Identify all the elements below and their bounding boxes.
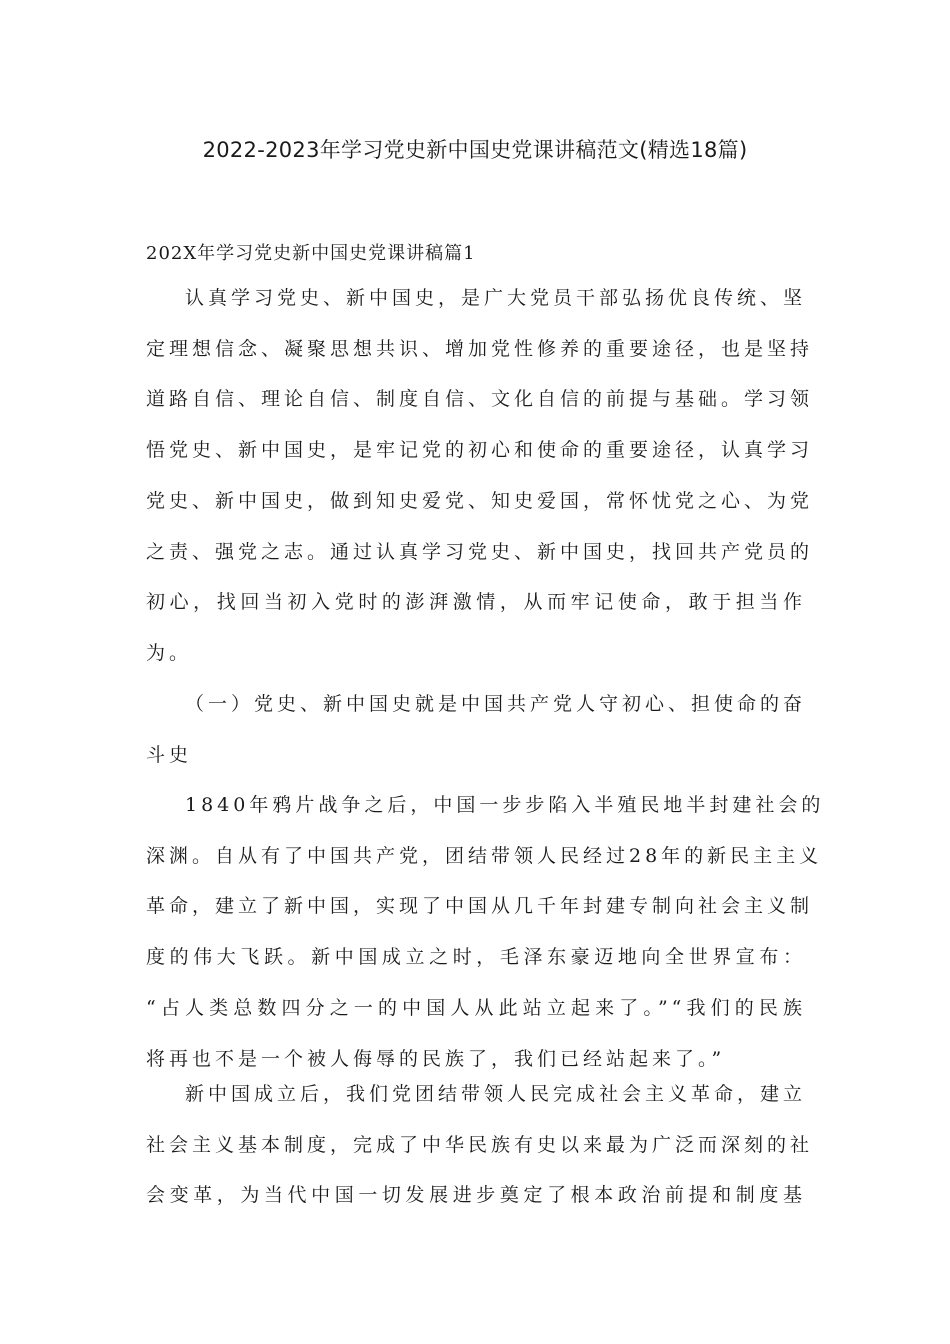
paragraph-line: 度的伟大飞跃。新中国成立之时，毛泽东豪迈地向全世界宣布： (146, 946, 806, 969)
paragraph-line: 革命，建立了新中国，实现了中国从几千年封建专制向社会主义制 (146, 895, 814, 918)
paragraph-new-china (146, 1069, 814, 1221)
paragraph-line: 定理想信念、凝聚思想共识、增加党性修养的重要途径，也是坚持 (146, 337, 814, 360)
paragraph-line: 新中国成立后，我们党团结带领人民完成社会主义革命，建立 (185, 1083, 807, 1105)
paragraph-line: 之责、强党之志。通过认真学习党史、新中国史，找回共产党员的 (146, 540, 814, 563)
paragraph-line: 道路自信、理论自信、制度自信、文化自信的前提与基础。学习领 (146, 388, 814, 411)
paragraph-line: 会变革，为当代中国一切发展进步奠定了根本政治前提和制度基 (146, 1184, 806, 1207)
paragraph-line: （一）党史、新中国史就是中国共产党人守初心、担使命的奋 (185, 693, 807, 715)
paragraph-intro (146, 273, 814, 679)
paragraph-line: 1840年鸦片战争之后，中国一步步陷入半殖民地半封建社会的 (185, 794, 825, 816)
paragraph-line: 为。 (146, 641, 193, 664)
paragraph-line: 初心，找回当初入党时的澎湃激情，从而牢记使命，敢于担当作 (146, 591, 806, 614)
paragraph-history (146, 780, 825, 1084)
paragraph-line: 斗史 (146, 743, 193, 766)
paragraph-line: 社会主义基本制度，完成了中华民族有史以来最为广泛而深刻的社 (146, 1133, 814, 1156)
section-heading: 202X年学习党史新中国史党课讲稿篇1 (146, 243, 476, 264)
paragraph-line: “占人类总数四分之一的中国人从此站立起来了。”“我们的民族 (146, 996, 806, 1019)
document-title: 2022-2023年学习党史新中国史党课讲稿范文(精选18篇) (202, 138, 748, 162)
paragraph-line: 深渊。自从有了中国共产党，团结带领人民经过28年的新民主主义 (146, 844, 823, 867)
paragraph-line: 悟党史、新中国史，是牢记党的初心和使命的重要途径，认真学习 (146, 439, 814, 462)
paragraph-line: 党史、新中国史，做到知史爱党、知史爱国，常怀忧党之心、为党 (146, 489, 814, 512)
paragraph-line: 认真学习党史、新中国史，是广大党员干部弘扬优良传统、坚 (185, 287, 807, 309)
paragraph-subheading (146, 679, 806, 780)
paragraph-line: 将再也不是一个被人侮辱的民族了，我们已经站起来了。” (146, 1047, 726, 1070)
